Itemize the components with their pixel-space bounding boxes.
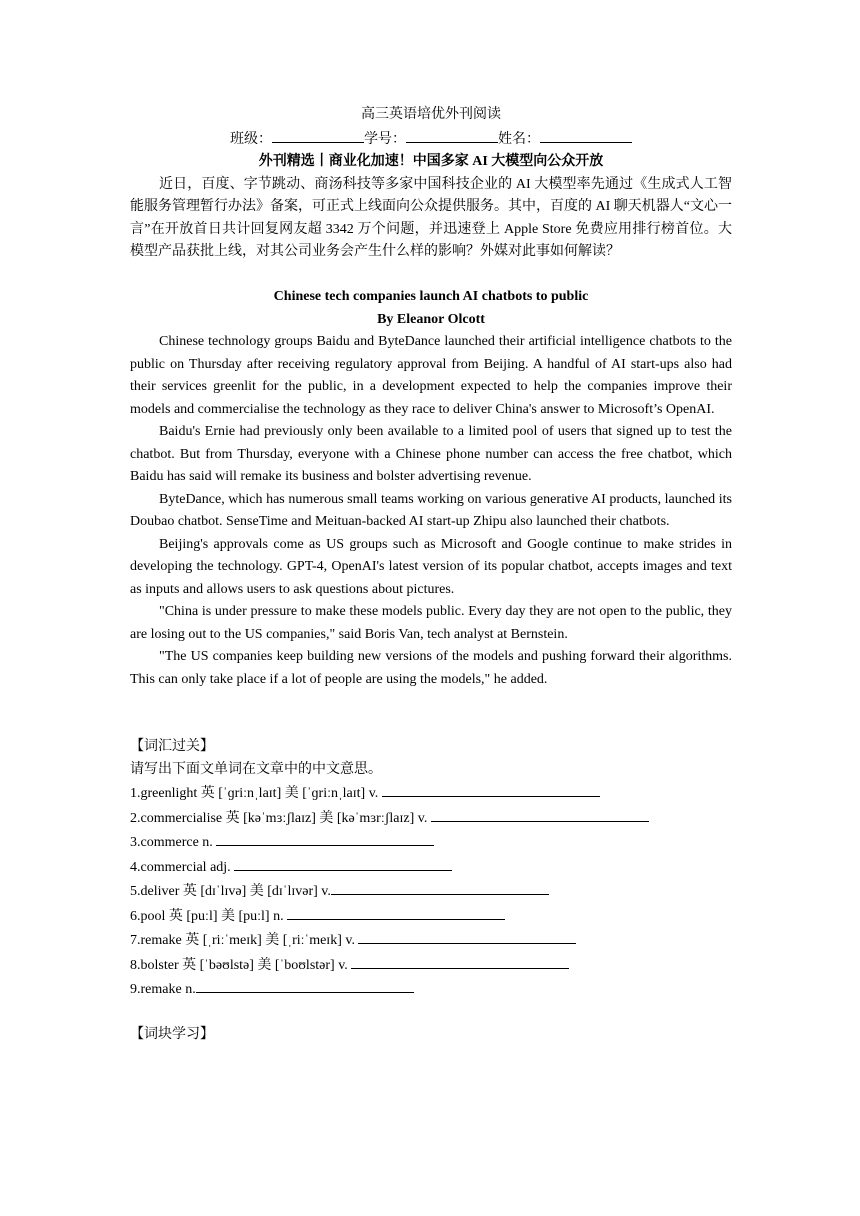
worksheet-page	[130, 104, 732, 1047]
vocab-heading: 【词汇过关】	[130, 739, 214, 754]
article-byline: By Eleanor Olcott	[377, 311, 485, 327]
vocab-item	[130, 953, 732, 978]
chunks-heading: 【词块学习】	[130, 1027, 214, 1042]
article-paragraph: "China is under pressure to make these models public. Every day they are not open to the public, they are losing out to the US companies," said Boris Van, tech analyst at Bernstein.	[130, 604, 732, 642]
name-label: 姓名：	[498, 131, 540, 147]
student-info-line	[130, 127, 732, 152]
vocab-item	[130, 855, 732, 880]
vocab-term: 2.commercialise 英 [kəˈmɜːʃlaɪz] 美 [kəˈmɜrːʃlaɪz] v.	[130, 810, 428, 826]
vocab-term: 3.commerce n.	[130, 835, 213, 850]
vocab-item	[130, 904, 732, 929]
vocab-term: 6.pool 英 [puːl] 美 [puːl] n.	[130, 908, 284, 924]
article-paragraph: ByteDance, which has numerous small teams working on various generative AI products, launched its Doubao chatbot. SenseTime and Meituan-backed AI start-up Zhipu also launched their chatbots.	[130, 491, 732, 529]
worksheet-title: 高三英语培优外刊阅读	[361, 107, 501, 122]
vocab-item	[130, 977, 732, 1002]
vocab-item	[130, 806, 732, 831]
vocab-term: 4.commercial adj.	[130, 859, 231, 875]
answer-blank[interactable]	[331, 879, 549, 895]
answer-blank[interactable]	[351, 953, 569, 969]
class-blank[interactable]	[272, 127, 364, 143]
answer-blank[interactable]	[196, 977, 414, 993]
article-paragraph: "The US companies keep building new versions of the models and pushing forward their algorithms. This can only take place if a lot of people are using the models," he added.	[130, 649, 732, 687]
answer-blank[interactable]	[234, 855, 452, 871]
article-paragraph: Baidu's Ernie had previously only been available to a limited pool of users that signed up to test the chatbot. But from Thursday, everyone with a Chinese phone number can access the free chatbot, which Baidu has said will remake its business and bolster advertising revenue.	[130, 424, 732, 484]
vocab-term: 7.remake 英 [ˌriːˈmeɪk] 美 [ˌriːˈmeɪk] v.	[130, 933, 355, 948]
vocab-item	[130, 781, 732, 806]
answer-blank[interactable]	[358, 928, 576, 944]
vocab-term: 5.deliver 英 [dɪˈlɪvə] 美 [dɪˈlɪvər] v.	[130, 884, 331, 899]
answer-blank[interactable]	[216, 830, 434, 846]
name-blank[interactable]	[540, 127, 632, 143]
vocab-term: 8.bolster 英 [ˈbəʊlstə] 美 [ˈboʊlstər] v.	[130, 957, 348, 973]
answer-blank[interactable]	[287, 904, 505, 920]
vocab-term: 9.remake n.	[130, 982, 196, 997]
vocab-term: 1.greenlight 英 [ˈɡriːnˌlaɪt] 美 [ˈɡriːnˌlaɪt] v.	[130, 786, 379, 801]
article-title: Chinese tech companies launch AI chatbots to public	[273, 289, 589, 304]
student-id-label: 学号：	[364, 131, 406, 147]
student-id-blank[interactable]	[406, 127, 498, 143]
class-label: 班级：	[230, 131, 272, 147]
intro-paragraph-cn: 近日，百度、字节跳动、商汤科技等多家中国科技企业的 AI 大模型率先通过《生成式人工智能服务管理暂行办法》备案，可正式上线面向公众提供服务。其中，百度的 AI 聊天机器人“文心一言”在开放首日共计回复网友超 3342 万个问题，并迅速登上 Apple Store 免费应用排行榜首位。大模型产品获批上线，对其公司业务会产生什么样的影响？外媒对此事如何解读？	[130, 176, 732, 259]
article-paragraph: Chinese technology groups Baidu and ByteDance launched their artificial intelligence chatbots to the public on Thursday after receiving regulatory approval from Beijing. A handful of AI start-ups also had their services greenlit for the public, in a development expected to help the companies improve their models and commercialise the technology as they race to deliver China's answer to Microsoft’s OpenAI.	[130, 334, 732, 417]
answer-blank[interactable]	[431, 806, 649, 822]
vocab-item	[130, 928, 732, 953]
article-paragraph: Beijing's approvals come as US groups such as Microsoft and Google continue to make strides in developing the technology. GPT-4, OpenAI's latest version of its popular chatbot, accepts images and text as inputs and allows users to ask questions about pictures.	[130, 536, 732, 597]
vocab-instruction: 请写出下面文单词在文章中的中文意思。	[130, 761, 382, 777]
vocab-item	[130, 879, 732, 904]
answer-blank[interactable]	[382, 781, 600, 797]
headline-cn: 外刊精选丨商业化加速！中国多家 AI 大模型向公众开放	[258, 154, 604, 169]
vocab-item	[130, 830, 732, 855]
